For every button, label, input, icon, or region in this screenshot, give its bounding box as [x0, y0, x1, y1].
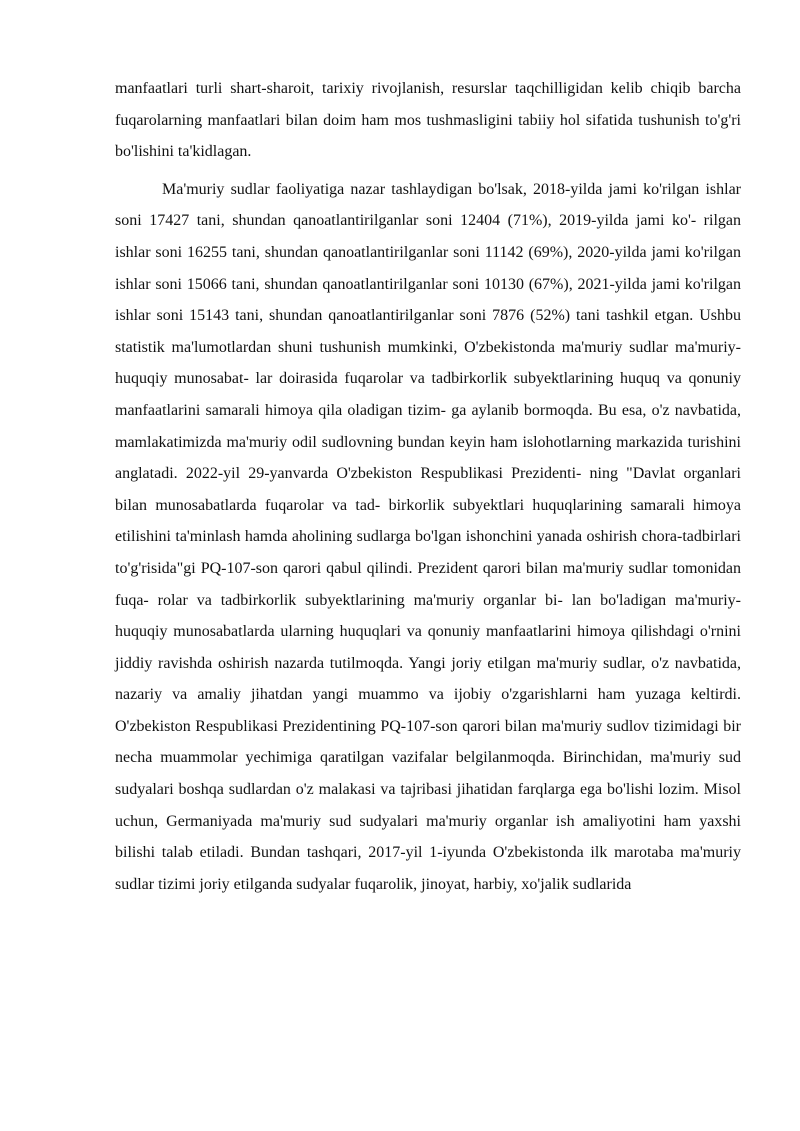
- paragraph-continuation: manfaatlari turli shart-sharoit, tarixiy rivojlanish, resurslar taqchilligidan kelib chiqib barcha fuqarolarning manfaatlari bilan doim ham mos tushmasligini tabiiy hol sifatida tushunish to'g'ri bo'lishini ta'kidlagan.: [115, 80, 741, 161]
- paragraph-administrative-courts: Ma'muriy sudlar faoliyatiga nazar tashlaydigan bo'lsak, 2018-yilda jami ko'rilgan ishlar soni 17427 tani, shundan qanoatlantirilganlar soni 12404 (71%), 2019-yilda jami ko'- rilgan ishlar soni 16255 tani, shundan qanoatlantirilganlar soni 11142 (69%), 2020-yilda jami ko'rilgan ishlar soni 15066 tani, shundan qanoatlantirilganlar soni 10130 (67%), 2021-yilda jami ko'rilgan ishlar soni 15143 tani, shundan qanoatlantirilganlar soni 7876 (52%) tani tashkil etgan. Ushbu statistik ma'lumotlardan shuni tushunish mumkinki, O'zbekistonda ma'muriy sudlar ma'muriy-huquqiy munosabat- lar doirasida fuqarolar va tadbirkorlik subyektlarining huquq va qonuniy manfaatlarini samarali himoya qila oladigan tizim- ga aylanib bormoqda. Bu esa, o'z navbatida, mamlakatimizda ma'muriy odil sudlovning bundan keyin ham islohotlarning markazida turishini anglatadi. 2022-yil 29-yanvarda O'zbekiston Respublikasi Prezidenti- ning "Davlat organlari bilan munosabatlarda fuqarolar va tad- birkorlik subyektlari huquqlarining samarali himoya etilishini ta'minlash hamda aholining sudlarga bo'lgan ishonchini yanada oshirish chora-tadbirlari to'g'risida"gi PQ-107-son qarori qabul qilindi. Prezident qarori bilan ma'muriy sudlar tomonidan fuqa- rolar va tadbirkorlik subyektlarining ma'muriy organlar bi- lan bo'ladigan ma'muriy-huquqiy munosabatlarda ularning huquqlari va qonuniy manfaatlarini himoya qilishdagi o'rnini jiddiy ravishda oshirish nazarda tutilmoqda. Yangi joriy etilgan ma'muriy sudlar, o'z navbatida, nazariy va amaliy jihatdan yangi muammo va ijobiy o'zgarishlarni ham yuzaga keltirdi. O'zbekiston Respublikasi Prezidentining PQ-107-son qarori bilan ma'muriy sudlov tizimidagi bir necha muammolar yechimiga qaratilgan vazifalar belgilanmoqda. Birinchidan, ma'muriy sud sudyalari boshqa sudlardan o'z malakasi va tajribasi jihatidan farqlarga ega bo'lishi lozim. Misol uchun, Germaniyada ma'muriy sud sudyalari ma'muriy organlar ish amaliyotini ham yaxshi bilishi talab etiladi. Bundan tashqari, 2017-yil 1-iyunda O'zbekistonda ilk marotaba ma'muriy sudlar tizimi joriy etilganda sudyalar fuqarolik, jinoyat, harbiy, xo'jalik sudlarida: [115, 180, 741, 893]
- document-page: [115, 73, 741, 900]
